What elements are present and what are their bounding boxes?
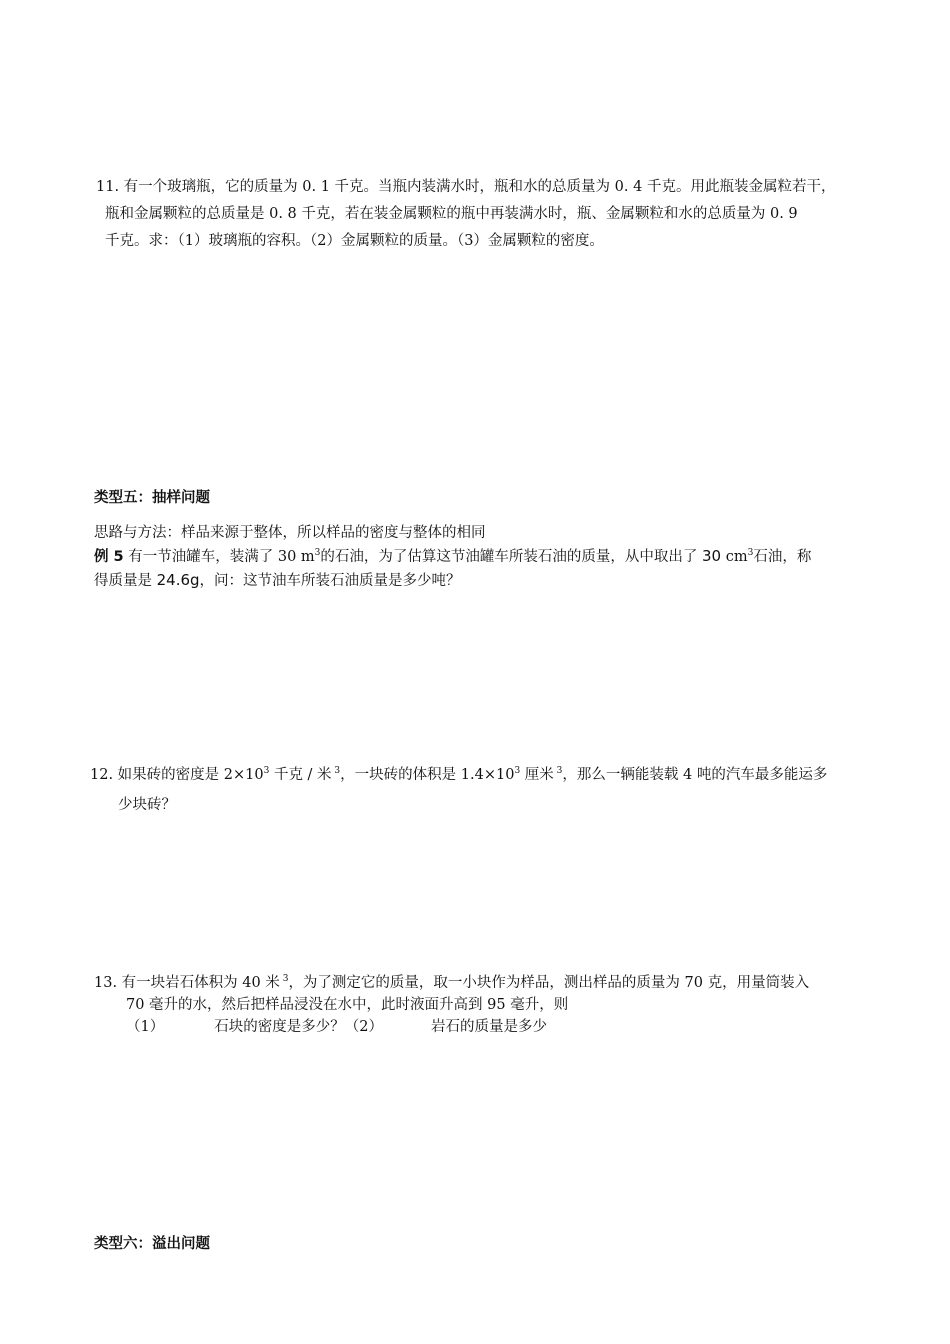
question-11-line-1: 11. 有一个玻璃瓶，它的质量为 0. 1 千克。当瓶内装满水时，瓶和水的总质量为 0. 4 千克。用此瓶装金属粒若干， <box>96 179 836 195</box>
question-12 <box>90 760 900 820</box>
question-12-text-b: 千克 / 米 <box>269 767 332 783</box>
question-13-line-2: 70 毫升的水，然后把样品浸没在水中，此时液面升高到 95 毫升，则 <box>126 997 569 1013</box>
question-12-line-1 <box>90 760 900 790</box>
superscript: 3 <box>263 766 270 776</box>
example-5-line-2 <box>94 569 894 593</box>
question-13 <box>94 972 904 1038</box>
section-5-heading: 类型五：抽样问题 <box>94 490 210 506</box>
example-5-line-1 <box>94 545 894 569</box>
example-5-label: 例 5 <box>94 549 124 565</box>
question-13-text-b: ，为了测定它的质量，取一小块作为样品，测出样品的质量为 70 克，用量筒装入 <box>288 975 810 991</box>
example-5-unit: cm <box>721 549 748 565</box>
method-note: 思路与方法：样品来源于整体，所以样品的密度与整体的相同 <box>94 525 486 541</box>
question-13-item-2-text: 岩石的质量是多少 <box>430 1019 547 1035</box>
superscript: 3 <box>553 766 563 776</box>
question-12-text-c: ，一块砖的体积是 1.4×10 <box>340 767 515 783</box>
question-13-item-1-text: 石块的密度是多少？（2） <box>214 1019 383 1035</box>
example-5 <box>94 522 894 593</box>
example-5-sample-mass: 24.6g <box>156 571 200 589</box>
example-5-text-e: ，问：这节油车所装石油质量是多少吨？ <box>199 573 461 589</box>
question-11 <box>96 174 896 255</box>
question-11-line-2: 瓶和金属颗粒的总质量是 0. 8 千克，若在装金属颗粒的瓶中再装满水时，瓶、金属颗粒和水的总质量为 0. 9 <box>105 206 798 222</box>
superscript: 3 <box>314 548 321 558</box>
section-6-heading: 类型六：溢出问题 <box>94 1236 210 1252</box>
question-12-text-a: 12. 如果砖的密度是 2×10 <box>90 767 264 783</box>
example-5-text-c: 石油，称 <box>753 549 812 565</box>
superscript: 3 <box>514 766 521 776</box>
example-5-text-b: 的石油，为了估算这节油罐车所装石油的质量，从中取出了 <box>320 549 703 565</box>
question-11-line-3: 千克。求：（1）玻璃瓶的容积。（2）金属颗粒的质量。（3）金属颗粒的密度。 <box>105 233 604 249</box>
superscript: 3 <box>747 548 754 558</box>
superscript: 3 <box>279 974 289 984</box>
question-12-line-2: 少块砖？ <box>118 797 176 813</box>
superscript: 3 <box>331 766 341 776</box>
question-13-text-a: 13. 有一块岩石体积为 40 米 <box>94 975 280 991</box>
question-12-text-d: 厘米 <box>520 767 554 783</box>
example-5-sample-volume: 30 <box>702 547 722 565</box>
example-5-text-d: 得质量是 <box>94 573 157 589</box>
example-5-text-a: 有一节油罐车，装满了 30 m <box>123 549 315 565</box>
question-13-item-1-number: （1） <box>126 1019 165 1035</box>
question-13-line-3 <box>94 1016 904 1038</box>
question-13-line-1 <box>94 972 904 994</box>
question-12-text-e: ，那么一辆能装载 4 吨的汽车最多能运多 <box>562 767 828 783</box>
